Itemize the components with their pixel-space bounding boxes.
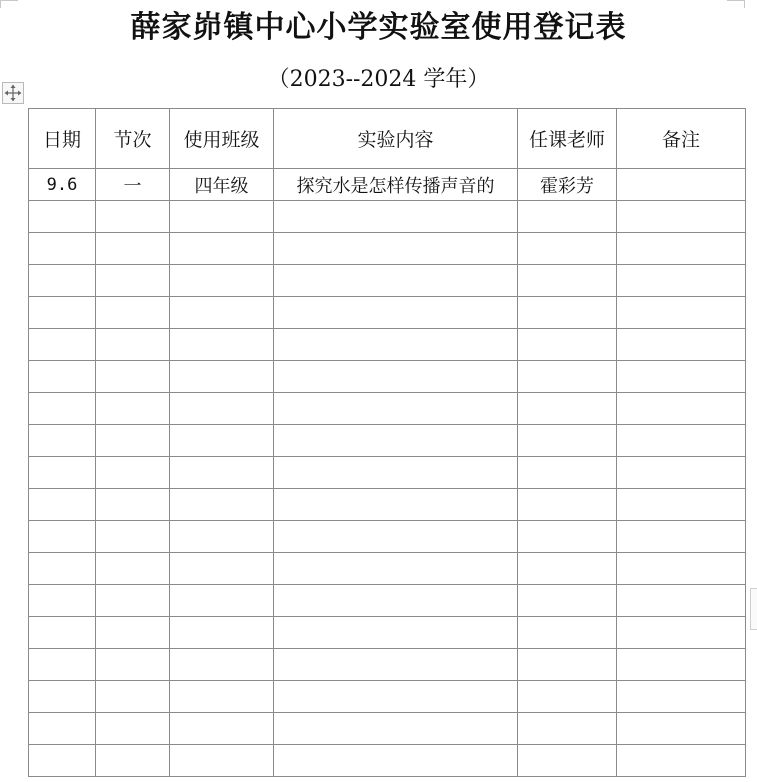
cell-experiment-content[interactable] — [274, 649, 518, 681]
cell-date[interactable] — [29, 361, 96, 393]
cell-period[interactable] — [96, 585, 170, 617]
cell-teacher[interactable] — [518, 713, 617, 745]
table-row — [29, 457, 746, 489]
cell-date[interactable] — [29, 297, 96, 329]
cell-remarks[interactable] — [617, 585, 746, 617]
cell-experiment-content[interactable] — [274, 425, 518, 457]
header-class: 使用班级 — [170, 109, 274, 169]
header-experiment-content: 实验内容 — [274, 109, 518, 169]
margin-corner-mark-left — [0, 0, 18, 1]
cell-teacher[interactable] — [518, 617, 617, 649]
table-row — [29, 169, 746, 201]
table-row — [29, 265, 746, 297]
table-row — [29, 297, 746, 329]
cell-class[interactable] — [170, 745, 274, 777]
cell-remarks[interactable] — [617, 553, 746, 585]
cell-experiment-content[interactable] — [274, 329, 518, 361]
cell-period[interactable] — [96, 329, 170, 361]
cell-class[interactable] — [170, 265, 274, 297]
cell-remarks[interactable] — [617, 457, 746, 489]
cell-teacher[interactable] — [518, 425, 617, 457]
cell-class[interactable] — [170, 393, 274, 425]
cell-class[interactable] — [170, 425, 274, 457]
header-period: 节次 — [96, 109, 170, 169]
cell-experiment-content[interactable] — [274, 393, 518, 425]
cell-remarks[interactable] — [617, 393, 746, 425]
cell-date[interactable] — [29, 553, 96, 585]
table-header-row — [29, 109, 746, 169]
cell-period[interactable] — [96, 297, 170, 329]
cell-period[interactable] — [96, 457, 170, 489]
cell-period[interactable] — [96, 201, 170, 233]
table-row — [29, 393, 746, 425]
cell-remarks[interactable] — [617, 745, 746, 777]
cell-remarks[interactable] — [617, 713, 746, 745]
cell-period[interactable] — [96, 681, 170, 713]
table-row — [29, 585, 746, 617]
table-row — [29, 329, 746, 361]
cell-teacher[interactable] — [518, 681, 617, 713]
cell-experiment-content[interactable] — [274, 489, 518, 521]
cell-period[interactable] — [96, 489, 170, 521]
table-row — [29, 617, 746, 649]
cell-period[interactable]: 一 — [96, 169, 170, 201]
document-title: 薛家峁镇中心小学实验室使用登记表 — [130, 10, 627, 45]
table-resize-side-handle[interactable] — [750, 588, 757, 630]
cell-date[interactable] — [29, 233, 96, 265]
cell-date[interactable] — [29, 425, 96, 457]
cell-date[interactable] — [29, 329, 96, 361]
cell-class[interactable] — [170, 457, 274, 489]
cell-teacher[interactable] — [518, 745, 617, 777]
cell-date[interactable] — [29, 713, 96, 745]
cell-class[interactable] — [170, 233, 274, 265]
cell-date[interactable] — [29, 617, 96, 649]
cell-class[interactable] — [170, 201, 274, 233]
table-row — [29, 713, 746, 745]
cell-period[interactable] — [96, 617, 170, 649]
cell-experiment-content[interactable] — [274, 361, 518, 393]
cell-experiment-content[interactable] — [274, 681, 518, 713]
cell-period[interactable] — [96, 745, 170, 777]
cell-remarks[interactable] — [617, 169, 746, 201]
table-row — [29, 233, 746, 265]
registration-table — [28, 108, 746, 777]
table-row — [29, 489, 746, 521]
cell-experiment-content[interactable]: 探究水是怎样传播声音的 — [274, 169, 518, 201]
cell-experiment-content[interactable] — [274, 201, 518, 233]
cell-class[interactable] — [170, 585, 274, 617]
move-arrows-icon — [3, 83, 23, 103]
cell-class[interactable] — [170, 489, 274, 521]
cell-experiment-content[interactable] — [274, 553, 518, 585]
cell-remarks[interactable] — [617, 201, 746, 233]
cell-date[interactable] — [29, 649, 96, 681]
cell-experiment-content[interactable] — [274, 745, 518, 777]
header-remarks: 备注 — [617, 109, 746, 169]
cell-teacher[interactable] — [518, 201, 617, 233]
table-row — [29, 201, 746, 233]
header-teacher: 任课老师 — [518, 109, 617, 169]
cell-teacher[interactable] — [518, 649, 617, 681]
table-row — [29, 745, 746, 777]
cell-teacher[interactable] — [518, 585, 617, 617]
cell-teacher[interactable] — [518, 297, 617, 329]
cell-period[interactable] — [96, 649, 170, 681]
cell-class[interactable] — [170, 553, 274, 585]
cell-date[interactable]: 9.6 — [29, 169, 96, 201]
cell-period[interactable] — [96, 265, 170, 297]
cell-date[interactable] — [29, 585, 96, 617]
cell-teacher[interactable] — [518, 393, 617, 425]
cell-period[interactable] — [96, 553, 170, 585]
table-row — [29, 681, 746, 713]
cell-class[interactable]: 四年级 — [170, 169, 274, 201]
cell-remarks[interactable] — [617, 265, 746, 297]
cell-teacher[interactable]: 霍彩芳 — [518, 169, 617, 201]
cell-remarks[interactable] — [617, 329, 746, 361]
cell-date[interactable] — [29, 265, 96, 297]
cell-teacher[interactable] — [518, 265, 617, 297]
cell-remarks[interactable] — [617, 361, 746, 393]
cell-period[interactable] — [96, 713, 170, 745]
cell-experiment-content[interactable] — [274, 521, 518, 553]
cell-remarks[interactable] — [617, 297, 746, 329]
cell-period[interactable] — [96, 233, 170, 265]
cell-remarks[interactable] — [617, 233, 746, 265]
cell-period[interactable] — [96, 425, 170, 457]
cell-experiment-content[interactable] — [274, 233, 518, 265]
cell-class[interactable] — [170, 617, 274, 649]
cell-class[interactable] — [170, 713, 274, 745]
cell-teacher[interactable] — [518, 489, 617, 521]
cell-teacher[interactable] — [518, 457, 617, 489]
table-row — [29, 553, 746, 585]
cell-period[interactable] — [96, 361, 170, 393]
cell-experiment-content[interactable] — [274, 265, 518, 297]
cell-remarks[interactable] — [617, 521, 746, 553]
cell-experiment-content[interactable] — [274, 297, 518, 329]
cell-teacher[interactable] — [518, 521, 617, 553]
cell-remarks[interactable] — [617, 425, 746, 457]
cell-date[interactable] — [29, 393, 96, 425]
cell-remarks[interactable] — [617, 617, 746, 649]
table-row — [29, 649, 746, 681]
document-subtitle: （2023--2024 学年） — [267, 67, 490, 92]
cell-class[interactable] — [170, 329, 274, 361]
table-move-handle[interactable] — [2, 82, 24, 104]
cell-teacher[interactable] — [518, 361, 617, 393]
cell-period[interactable] — [96, 521, 170, 553]
cell-experiment-content[interactable] — [274, 617, 518, 649]
cell-date[interactable] — [29, 201, 96, 233]
margin-corner-mark-right — [727, 0, 745, 1]
cell-date[interactable] — [29, 745, 96, 777]
cell-class[interactable] — [170, 681, 274, 713]
table-row — [29, 521, 746, 553]
cell-date[interactable] — [29, 521, 96, 553]
cell-date[interactable] — [29, 457, 96, 489]
cell-class[interactable] — [170, 361, 274, 393]
cell-class[interactable] — [170, 521, 274, 553]
cell-experiment-content[interactable] — [274, 457, 518, 489]
cell-teacher[interactable] — [518, 329, 617, 361]
cell-period[interactable] — [96, 393, 170, 425]
cell-remarks[interactable] — [617, 649, 746, 681]
cell-class[interactable] — [170, 297, 274, 329]
cell-date[interactable] — [29, 681, 96, 713]
cell-class[interactable] — [170, 649, 274, 681]
cell-remarks[interactable] — [617, 489, 746, 521]
cell-teacher[interactable] — [518, 553, 617, 585]
header-date: 日期 — [29, 109, 96, 169]
cell-teacher[interactable] — [518, 233, 617, 265]
table-row — [29, 425, 746, 457]
cell-date[interactable] — [29, 489, 96, 521]
cell-remarks[interactable] — [617, 681, 746, 713]
table-row — [29, 361, 746, 393]
cell-experiment-content[interactable] — [274, 585, 518, 617]
cell-experiment-content[interactable] — [274, 713, 518, 745]
